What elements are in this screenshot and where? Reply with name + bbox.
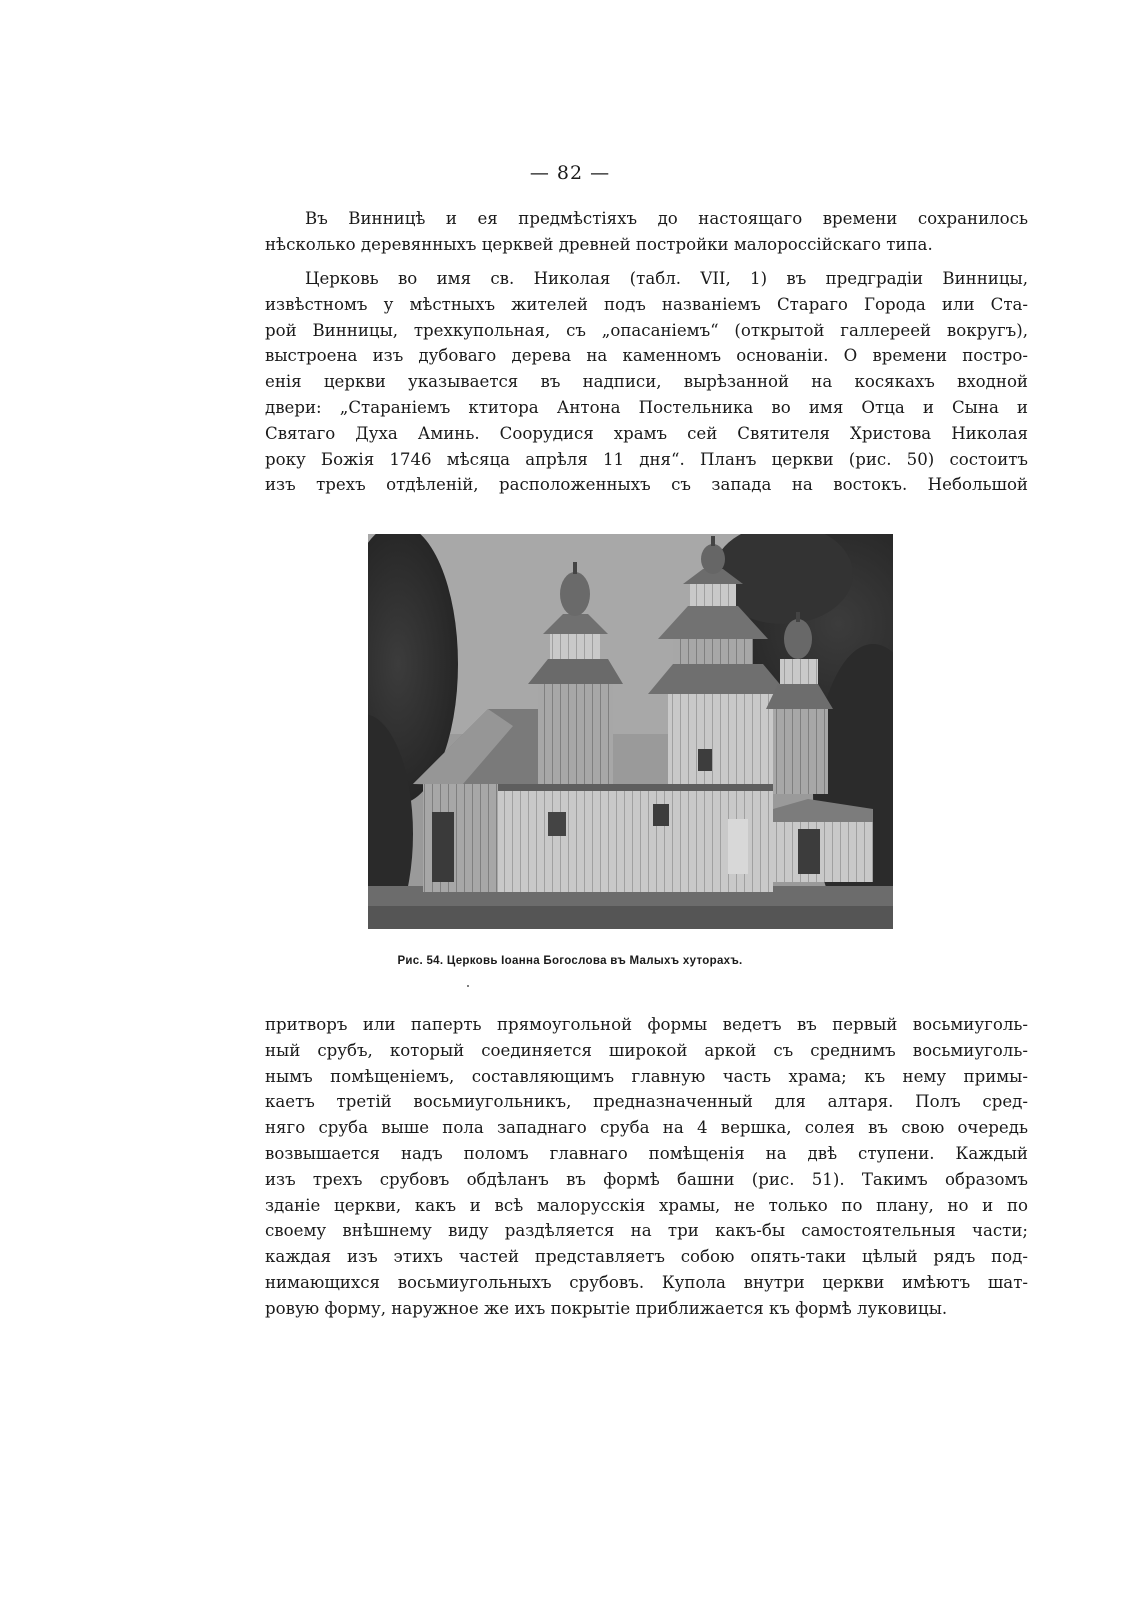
figure-caption: Рис. 54. Церковь Іоанна Богослова въ Малыхъ хуторахъ. [397, 955, 743, 967]
text-line: изъ трехъ срубовъ обдѣланъ въ формѣ башни (рис. 51). Такимъ образомъ [265, 1169, 1028, 1189]
paragraph-intro [265, 206, 1028, 258]
text-line: няго сруба выше пола западнаго сруба на 4 вершка, солея въ свою очередь [265, 1118, 1028, 1138]
paragraph-plan-description [265, 1012, 1028, 1322]
text-line: року Божія 1746 мѣсяца апрѣля 11 дня“. Планъ церкви (рис. 50) состоитъ [265, 449, 1028, 469]
text-line: Святаго Духа Аминь. Соорудися храмъ сей Святителя Христова Николая [265, 423, 1028, 443]
text-line: каетъ третій восьмиугольникъ, предназначенный для алтаря. Полъ сред- [265, 1092, 1028, 1112]
text-line: ный срубъ, который соединяется широкой аркой съ среднимъ восьмиуголь- [265, 1040, 1028, 1060]
text-line: Въ Винницѣ и ея предмѣстіяхъ до настоящаго времени сохранилось [305, 209, 1028, 228]
text-line: изъ трехъ отдѣленій, расположенныхъ съ запада на востокъ. Небольшой [265, 475, 1028, 495]
text-line: рой Винницы, трехкупольная, съ „опасаніемъ“ (открытой галлереей вокругъ), [265, 320, 1028, 340]
church-photograph [368, 534, 893, 929]
text-line: зданіе церкви, какъ и всѣ малорусскія храмы, не только по плану, но и по [265, 1195, 1028, 1215]
text-line: енія церкви указывается въ надписи, вырѣзанной на косякахъ входной [265, 372, 1028, 392]
text-line: каждая изъ этихъ частей представляетъ собою опять-таки цѣлый рядъ под- [265, 1247, 1028, 1267]
page-number: — 82 — [529, 162, 611, 184]
text-line: выстроена изъ дубоваго дерева на каменномъ основаніи. О времени постро- [265, 346, 1028, 366]
text-line: нѣсколько деревянныхъ церквей древней постройки малороссійскаго типа. [265, 234, 933, 254]
text-line: двери: „Стараніемъ ктитора Антона Постельника во имя Отца и Сына и [265, 397, 1028, 417]
text-line: притворъ или паперть прямоугольной формы ведетъ въ первый восьмиуголь- [265, 1015, 1028, 1034]
print-speck [467, 985, 469, 987]
text-line: нымъ помѣщеніемъ, составляющимъ главную часть храма; къ нему примы- [265, 1066, 1028, 1086]
text-line: Церковь во имя св. Николая (табл. VII, 1) въ предградіи Винницы, [305, 269, 1028, 288]
paragraph-nicholas-church [265, 266, 1028, 498]
text-line: ровую форму, наружное же ихъ покрытіе приближается къ формѣ луковицы. [265, 1298, 948, 1318]
text-line: возвышается надъ поломъ главнаго помѣщенія на двѣ ступени. Каждый [265, 1143, 1028, 1163]
church-illustration [368, 534, 893, 929]
text-line: извѣстномъ у мѣстныхъ жителей подъ названіемъ Стараго Города или Ста- [265, 294, 1028, 314]
text-line: нимающихся восьмиугольныхъ срубовъ. Купола внутри церкви имѣютъ шат- [265, 1272, 1028, 1292]
text-line: своему внѣшнему виду раздѣляется на три какъ-бы самостоятельныя части; [265, 1221, 1028, 1241]
